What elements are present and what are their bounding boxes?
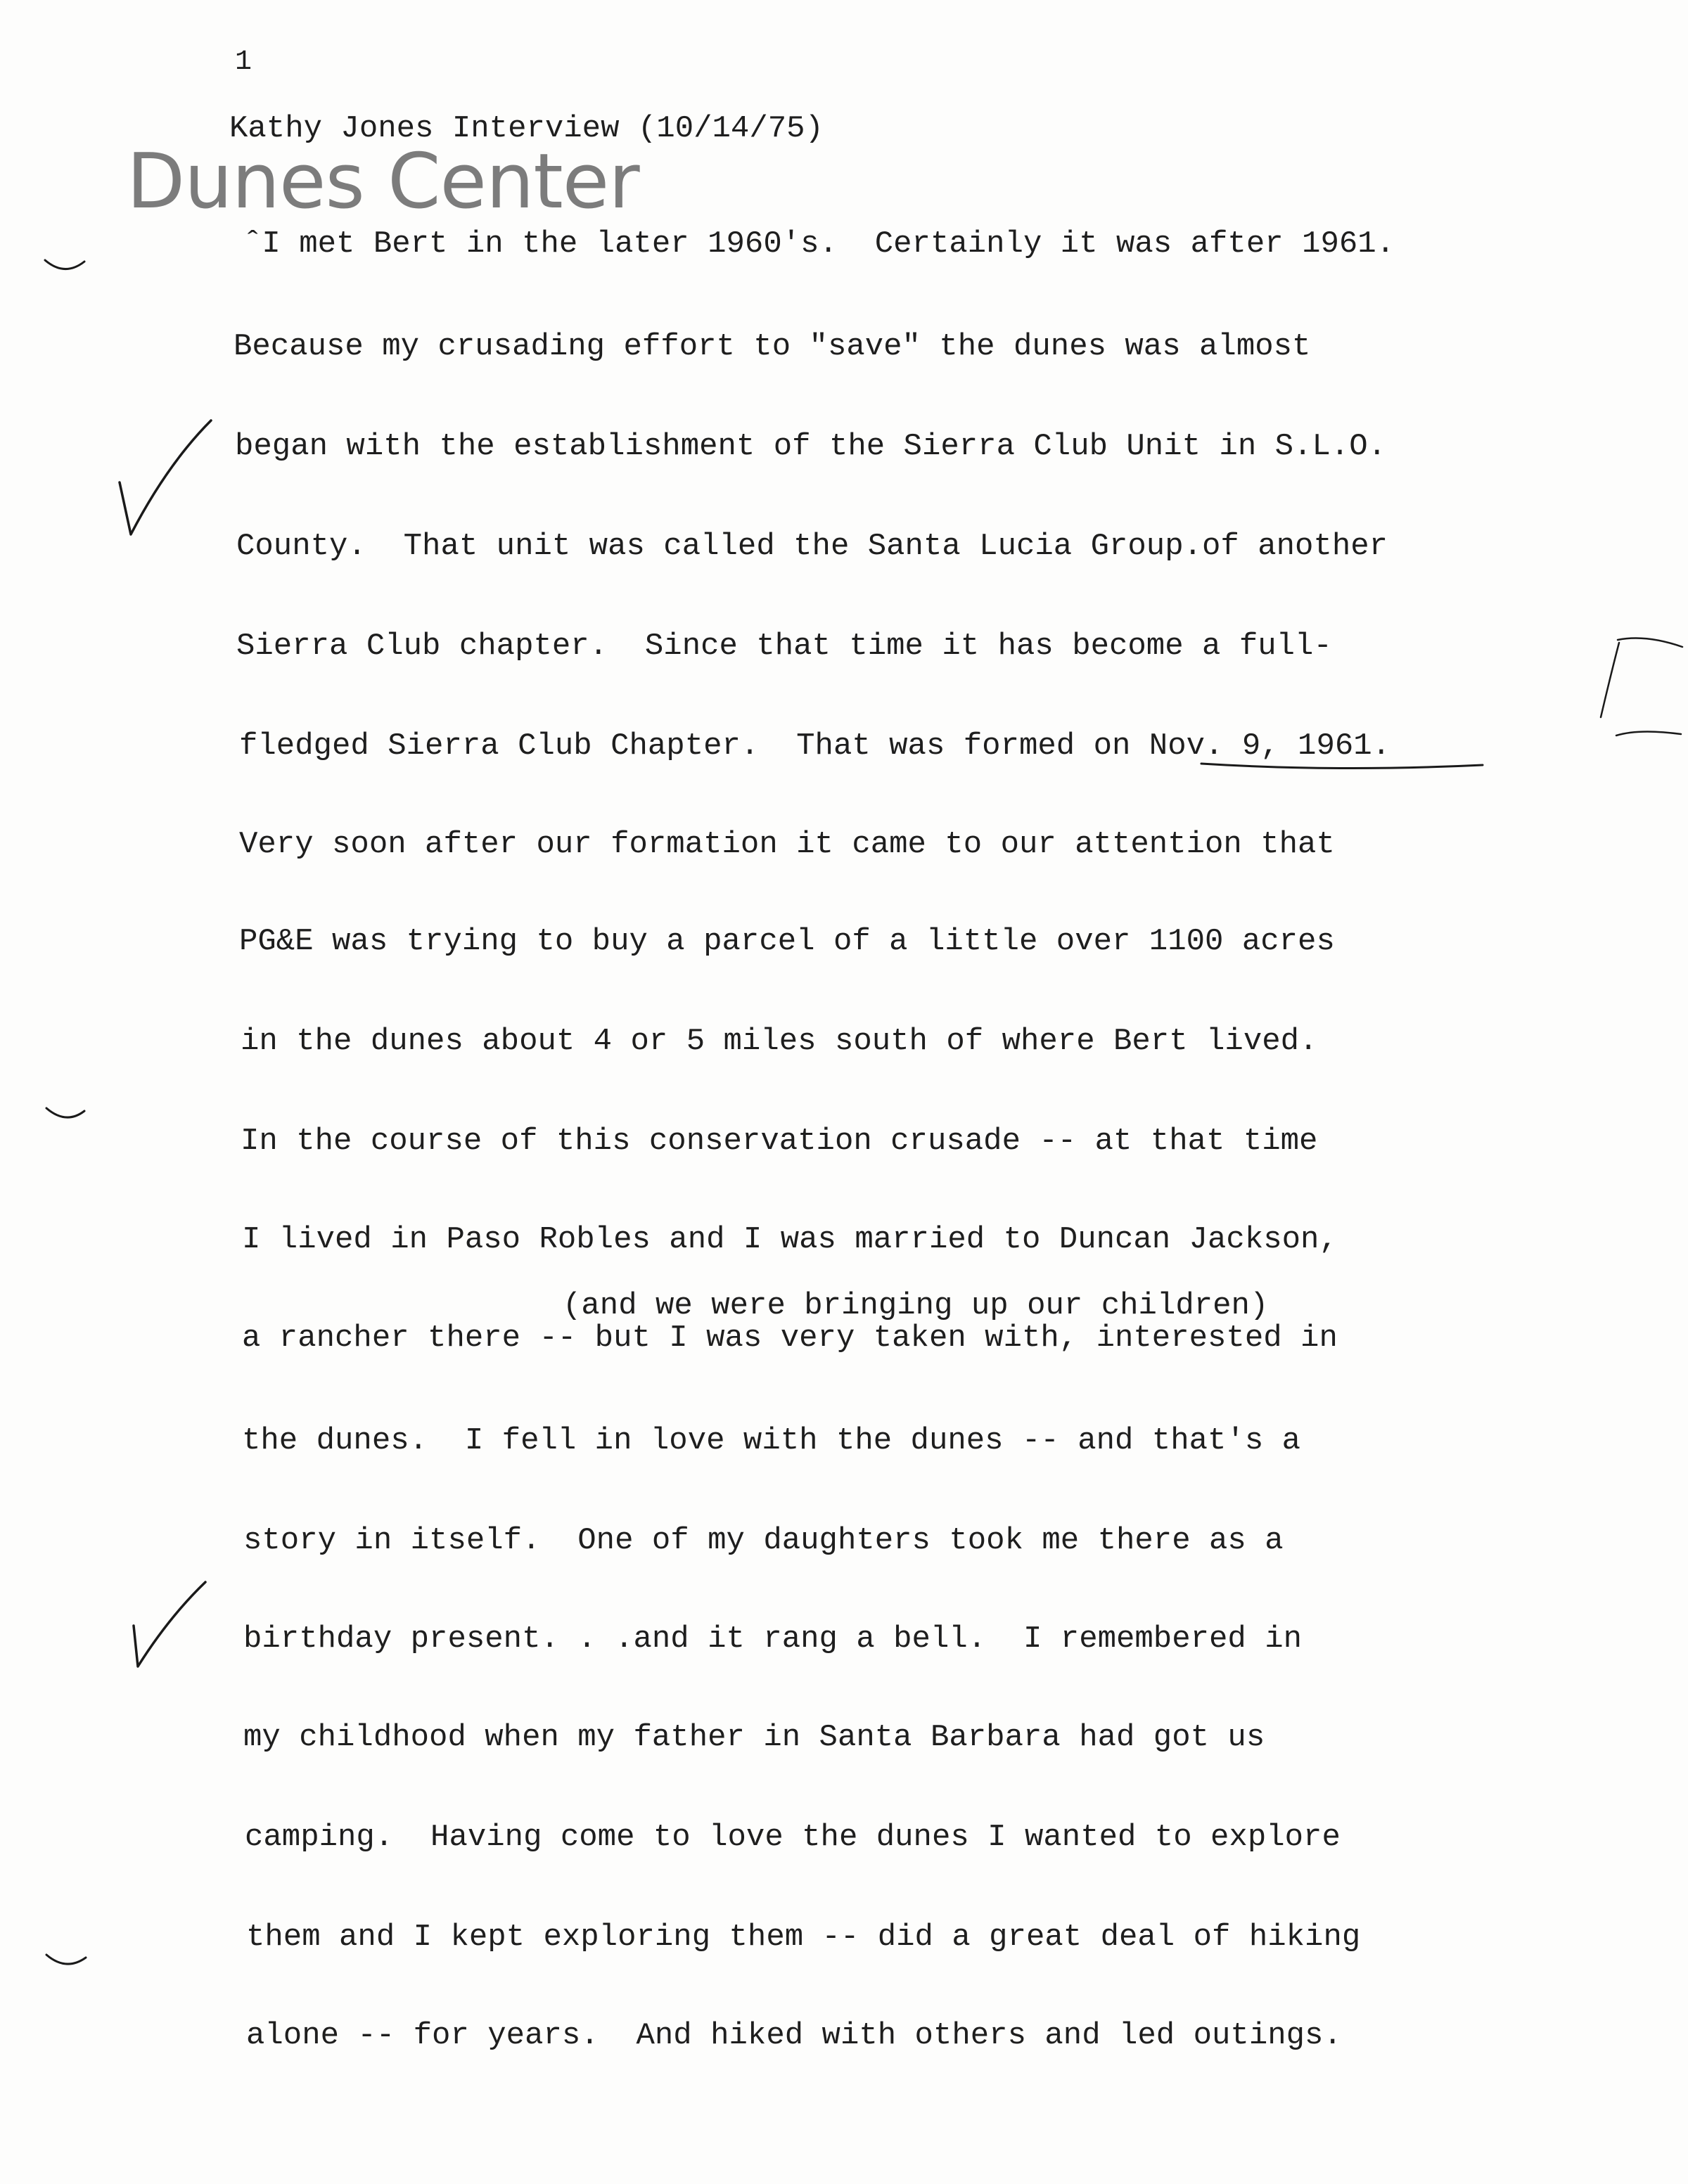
date-underline [1201, 764, 1483, 769]
punch-hole-arc-middle [46, 1108, 84, 1117]
text-line-10: In the course of this conservation crusade -- at that time [241, 1124, 1318, 1159]
checkmark-top-icon [120, 420, 211, 534]
watermark: Dunes Center [127, 138, 639, 226]
text-line-2: Because my crusading effort to "save" the dunes was almost [234, 329, 1311, 364]
interlinear-insert: (and we were bringing up our children) [563, 1288, 1269, 1323]
interview-header: Kathy Jones Interview (10/14/75) [229, 111, 824, 146]
text-line-6: fledged Sierra Club Chapter. That was formed on Nov. 9, 1961. [239, 728, 1391, 764]
text-line-4: County. That unit was called the Santa Lucia Group.of another [236, 529, 1388, 564]
text-line-12: a rancher there -- but I was very taken with, interested in [242, 1321, 1338, 1356]
text-line-11: I lived in Paso Robles and I was married to Duncan Jackson, [242, 1222, 1338, 1257]
text-line-8: PG&E was trying to buy a parcel of a little over 1100 acres [239, 924, 1335, 959]
text-line-13: the dunes. I fell in love with the dunes -- and that's a [242, 1423, 1301, 1458]
text-line-19: alone -- for years. And hiked with others and led outings. [246, 2018, 1342, 2053]
text-line-16: my childhood when my father in Santa Barbara had got us [243, 1720, 1265, 1755]
page-number: 1 [235, 46, 252, 78]
punch-hole-arc-top [45, 260, 84, 269]
text-line-7: Very soon after our formation it came to our attention that [239, 827, 1335, 862]
text-line-1: ˆI met Bert in the later 1960's. Certainly it was after 1961. [243, 226, 1395, 262]
text-line-9: in the dunes about 4 or 5 miles south of where Bert lived. [241, 1024, 1318, 1059]
text-line-18: them and I kept exploring them -- did a great deal of hiking [246, 1920, 1361, 1955]
text-line-17: camping. Having come to love the dunes I wanted to explore [245, 1820, 1341, 1855]
text-line-15: birthday present. . .and it rang a bell. I remembered in [243, 1621, 1303, 1657]
margin-bracket-mark [1601, 638, 1682, 736]
text-line-3: began with the establishment of the Sierra Club Unit in S.L.O. [235, 429, 1387, 464]
text-line-5: Sierra Club chapter. Since that time it has become a full- [236, 629, 1332, 664]
checkmark-bottom-icon [134, 1582, 205, 1666]
text-line-14: story in itself. One of my daughters took me there as a [243, 1523, 1284, 1558]
punch-hole-arc-bottom [46, 1955, 86, 1964]
